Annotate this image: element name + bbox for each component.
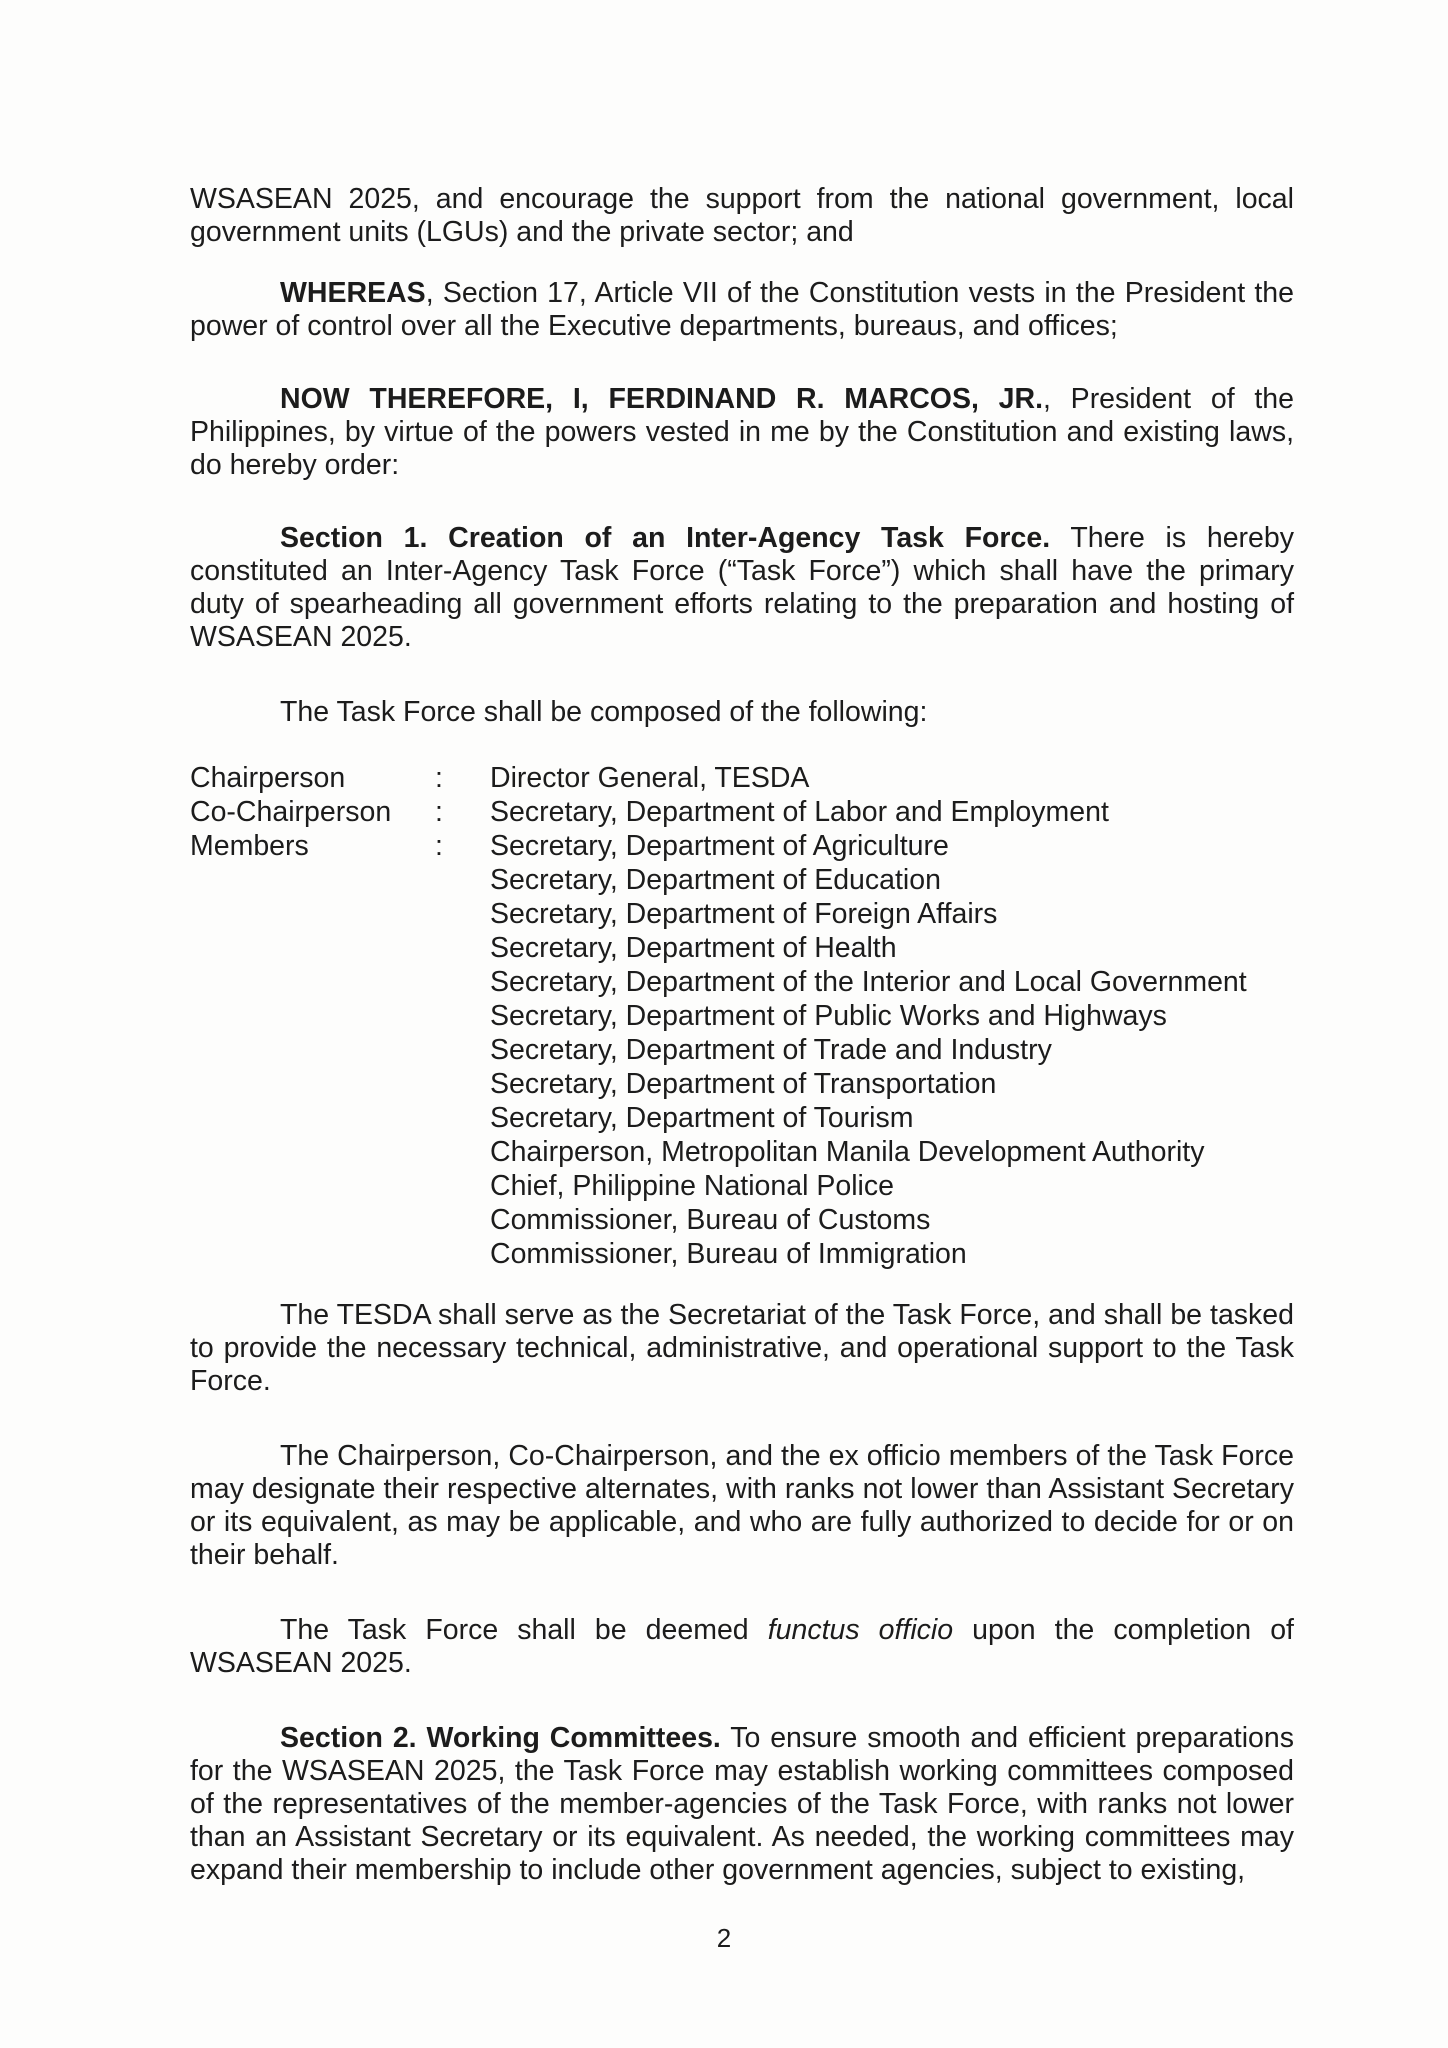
functus-text-before: The Task Force shall be deemed xyxy=(280,1614,768,1646)
now-therefore-lead: NOW THEREFORE, I, FERDINAND R. MARCOS, JR. xyxy=(280,383,1043,415)
member-item: Commissioner, Bureau of Immigration xyxy=(490,1238,967,1270)
chairperson-label: Chairperson xyxy=(190,762,346,794)
colon: : xyxy=(435,796,443,828)
member-item: Secretary, Department of Public Works and Highways xyxy=(490,1000,1167,1032)
page-body xyxy=(190,183,1294,1887)
member-item: Secretary, Department of Health xyxy=(490,932,897,964)
section-1-title: Section 1. Creation of an Inter-Agency Task Force. xyxy=(280,522,1051,554)
member-item: Chief, Philippine National Police xyxy=(490,1170,894,1202)
functus-officio-term: functus officio xyxy=(767,1614,954,1646)
member-item: Secretary, Department of Education xyxy=(490,864,941,896)
member-item: Secretary, Department of the Interior and Local Government xyxy=(490,966,1247,998)
secretariat-paragraph: The TESDA shall serve as the Secretariat of the Task Force, and shall be tasked to provide the necessary technical, administrative, and operational support to the Task Force. xyxy=(190,1299,1294,1397)
co-chairperson-label: Co-Chairperson xyxy=(190,796,392,828)
whereas-paragraph xyxy=(190,277,1294,343)
section-2-title: Section 2. Working Committees. xyxy=(280,1722,721,1754)
member-item: Secretary, Department of Transportation xyxy=(490,1068,997,1100)
colon: : xyxy=(435,762,443,794)
intro-paragraph: WSASEAN 2025, and encourage the support from the national government, local government units (LGUs) and the private sector; and xyxy=(190,183,1294,248)
section-1-paragraph xyxy=(190,522,1294,654)
whereas-text: , Section 17, Article VII of the Constitution vests in the President the power of control over all the Executive departments, bureaus, and offices; xyxy=(190,277,1294,342)
now-therefore-text: , President of the Philippines, by virtue of the powers vested in me by the Constitution and existing laws, do hereby order: xyxy=(190,383,1294,481)
functus-officio-paragraph xyxy=(190,1614,1294,1680)
members-list xyxy=(490,829,1294,1271)
member-item: Secretary, Department of Tourism xyxy=(490,1102,914,1134)
page-number: 2 xyxy=(716,1923,732,1953)
chairperson-value: Director General, TESDA xyxy=(490,762,810,794)
composition-intro: The Task Force shall be composed of the following: xyxy=(280,696,928,728)
members-label: Members xyxy=(190,830,309,862)
member-item: Chairperson, Metropolitan Manila Development Authority xyxy=(490,1136,1205,1168)
functus-text-after: upon the completion of WSASEAN 2025. xyxy=(190,1614,1294,1679)
now-therefore-paragraph xyxy=(190,383,1294,482)
member-item: Secretary, Department of Foreign Affairs xyxy=(490,898,998,930)
section-1-text: There is hereby constituted an Inter-Agency Task Force (“Task Force”) which shall have the primary duty of spearheading all government efforts relating to the preparation and hosting of WSASEAN 2025. xyxy=(190,522,1295,653)
section-2-text: To ensure smooth and efficient preparations for the WSASEAN 2025, the Task Force may establish working committees composed of the representatives of the member-agencies of the Task Force, with ranks not lower than an Assistant Secretary or its equivalent. As needed, the working committees may expand their membership to include other government agencies, subject to existing, xyxy=(190,1722,1294,1886)
member-item: Secretary, Department of Agriculture xyxy=(490,830,949,862)
colon: : xyxy=(435,830,443,862)
whereas-lead: WHEREAS xyxy=(280,277,426,309)
alternates-paragraph: The Chairperson, Co-Chairperson, and the ex officio members of the Task Force may designate their respective alternates, with ranks not lower than Assistant Secretary or its equivalent, as may be applicable, and who are fully authorized to decide for or on their behalf. xyxy=(190,1440,1294,1571)
member-item: Secretary, Department of Trade and Industry xyxy=(490,1034,1052,1066)
section-2-paragraph xyxy=(190,1722,1294,1887)
task-force-composition xyxy=(190,761,1294,1271)
co-chairperson-value: Secretary, Department of Labor and Employment xyxy=(490,796,1109,828)
member-item: Commissioner, Bureau of Customs xyxy=(490,1204,931,1236)
